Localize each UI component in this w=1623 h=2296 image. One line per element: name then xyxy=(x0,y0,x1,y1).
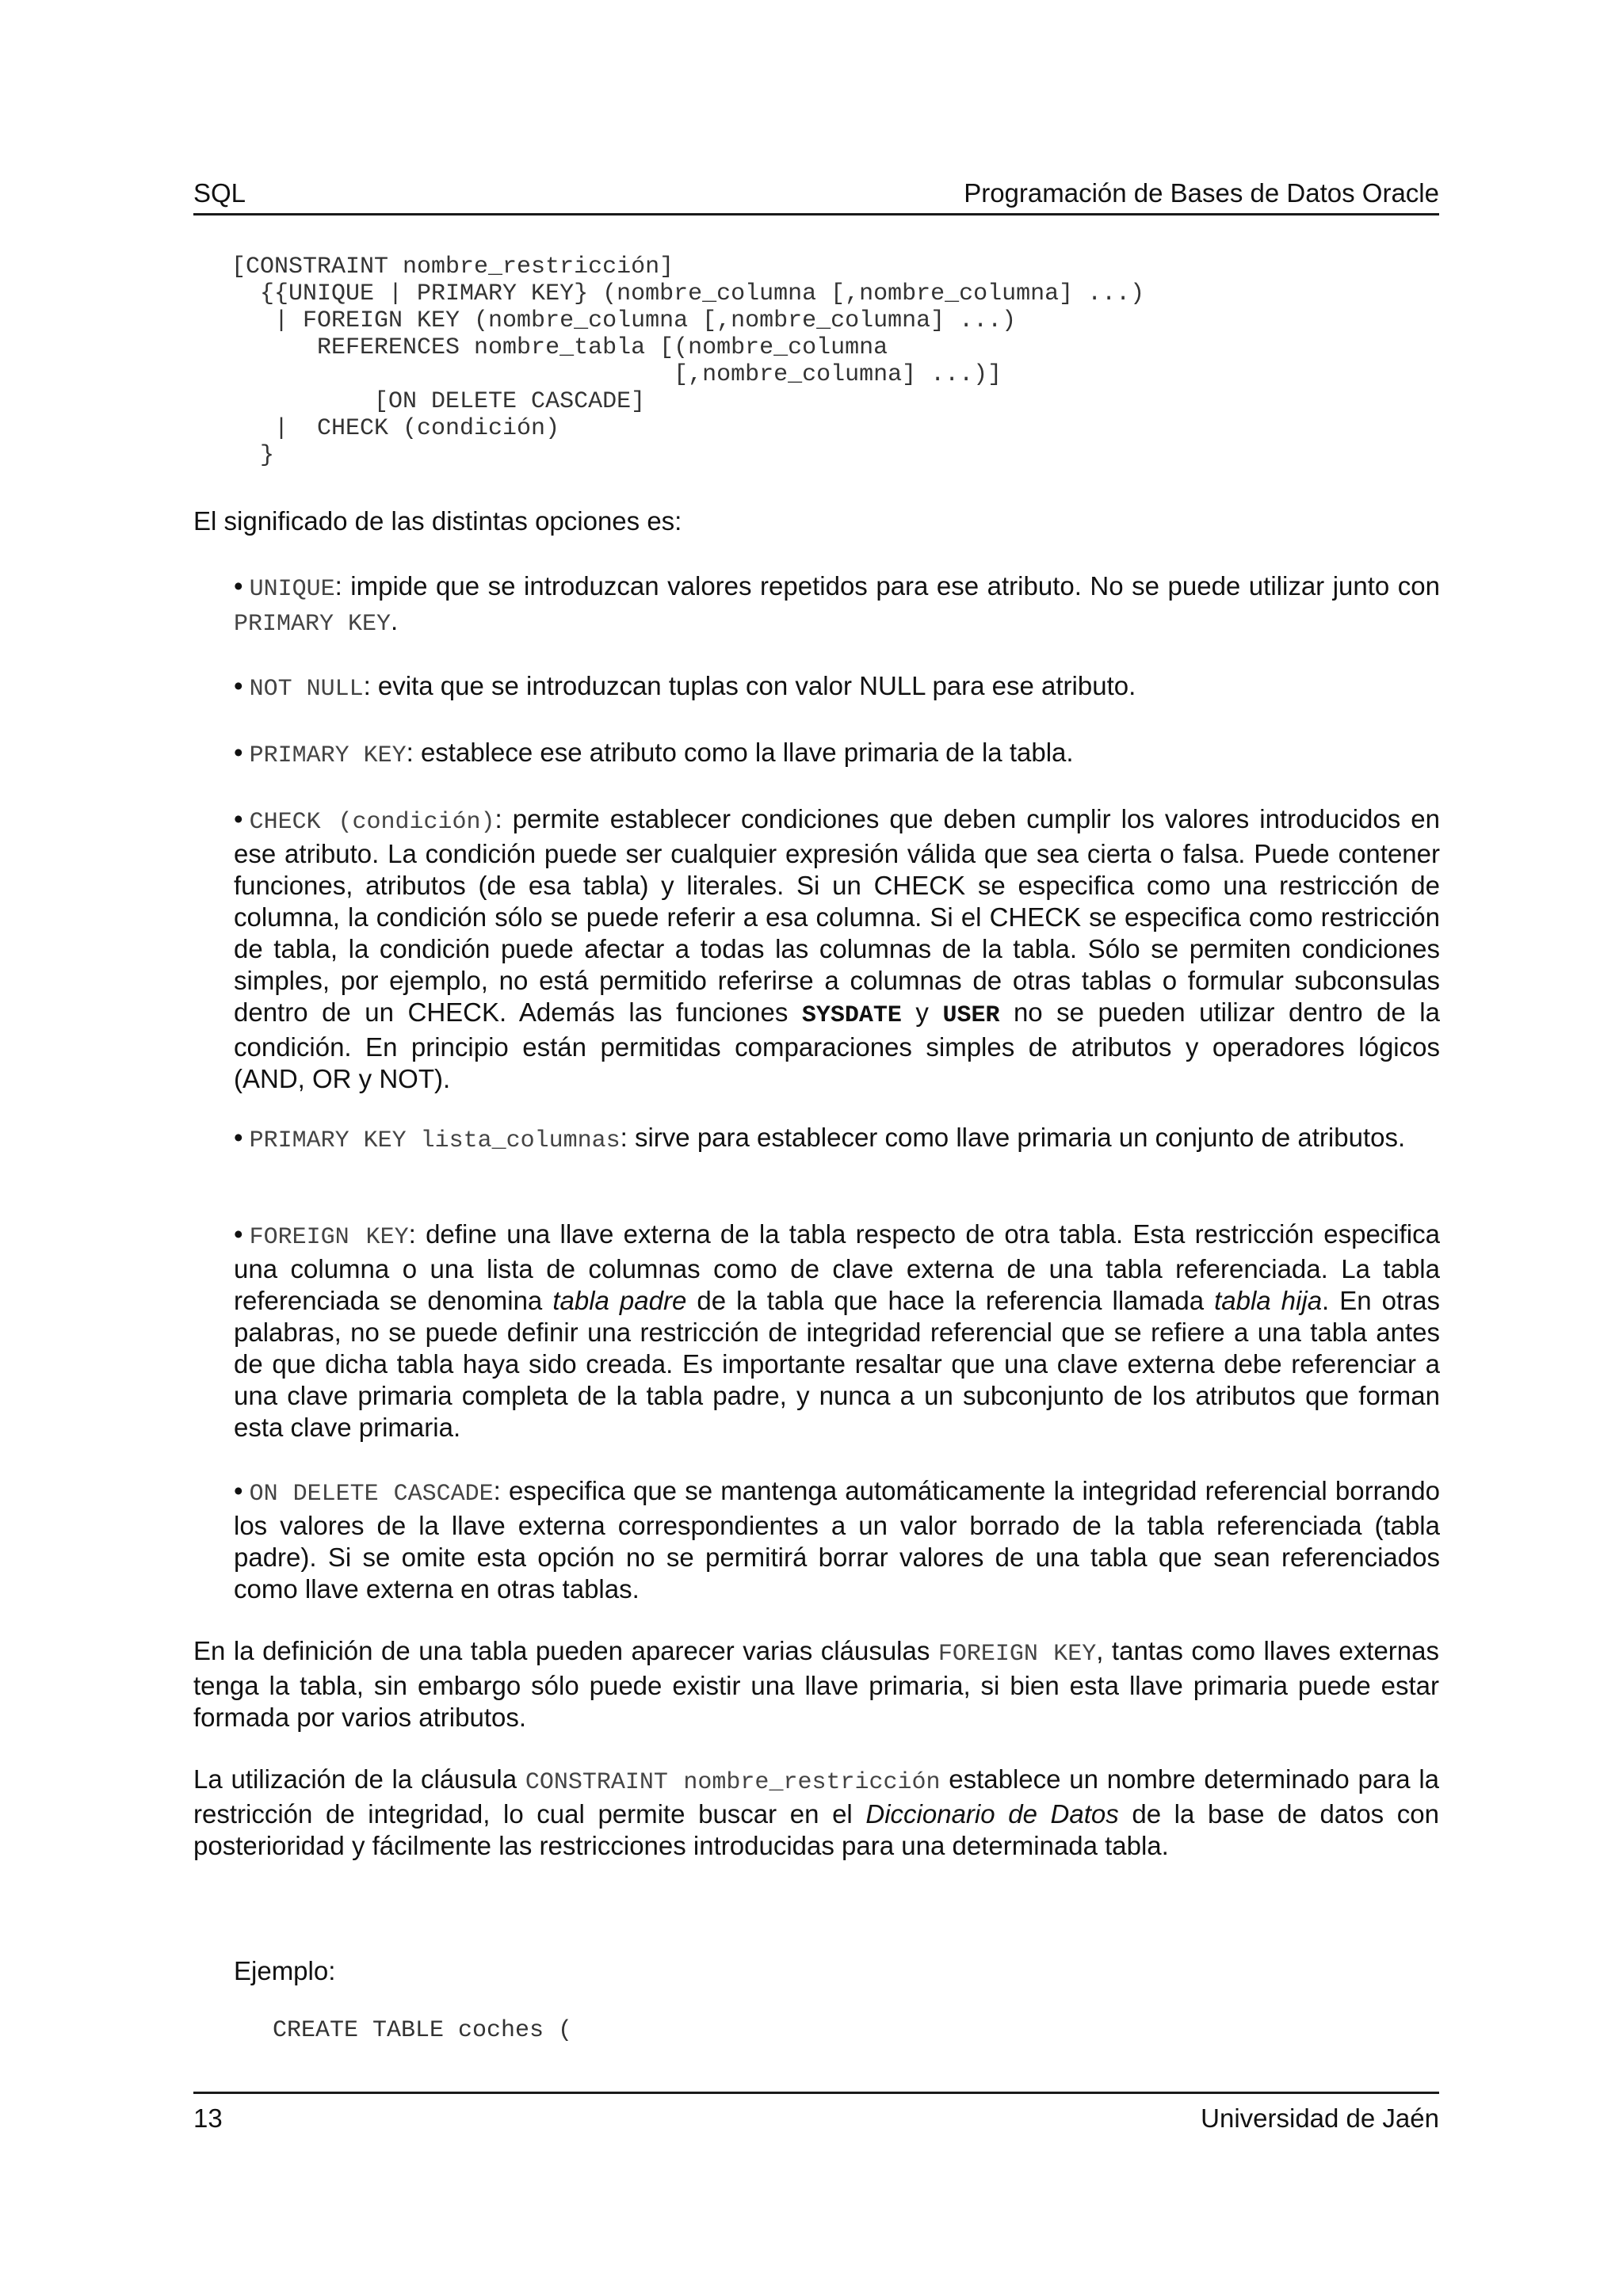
header-title: SQL xyxy=(193,178,246,208)
keyword-sysdate: SYSDATE xyxy=(801,1002,902,1029)
footer-university: Universidad de Jaén xyxy=(1201,2103,1439,2133)
paragraph-foreign-key-pre: En la definición de una tabla pueden aparecer varias cláusulas xyxy=(193,1636,938,1665)
bullet-check-text: : permite establecer condiciones que deben cumplir los valores introducidos en ese atributo. La condición puede ser cualquier expresión válida que sea cierta o falsa. Puede contener funciones, atributos (de esa tabla) y literales. Si un CHECK se especifica como una restricción de columna, la condición sólo se puede referir a esa columna. Si el CHECK se especifica como restricción de tabla, la condición puede afectar a todas las columnas de la tabla. Sólo se permiten condiciones simples, por ejemplo, no está permitido referirse a columnas de otras tablas o formular subconsulas dentro de un CHECK. Además las funciones xyxy=(234,804,1440,1027)
term-constraint: CONSTRAINT nombre_restricción xyxy=(525,1769,941,1796)
term-not-null: NOT NULL xyxy=(249,676,364,703)
bullet-check-mid: y xyxy=(901,997,943,1027)
syntax-code-block: [CONSTRAINT nombre_restricción] {{UNIQUE | PRIMARY KEY} (nombre_columna [,nombre_columna] ...) | FOREIGN KEY (nombre_columna [,nombre_columna] ...) REFERENCES nombre_tabla [(nombre_columna [,nombre_columna] ...)] [ON DELETE CASCADE] | CHECK (condición) } xyxy=(231,254,1145,469)
intro-paragraph: El significado de las distintas opciones es: xyxy=(193,506,682,536)
header-subtitle: Programación de Bases de Datos Oracle xyxy=(964,178,1439,208)
example-label: Ejemplo: xyxy=(234,1956,336,1985)
bullet-unique: • UNIQUE: impide que se introduzcan valores repetidos para ese atributo. No se puede utilizar junto con PRIMARY KEY. xyxy=(234,571,1440,638)
term-primary-key: PRIMARY KEY xyxy=(234,611,391,638)
page-number: 13 xyxy=(193,2103,223,2133)
bullet-foreign-key-mid: de la tabla que hace la referencia llamada xyxy=(686,1286,1215,1315)
paragraph-foreign-key xyxy=(193,1635,1439,1733)
bullet-not-null: • NOT NULL: evita que se introduzcan tuplas con valor NULL para ese atributo. xyxy=(234,671,1136,703)
paragraph-constraint-mid: establece un nombre determinado para la restricción de integridad, lo cual permite buscar en el xyxy=(193,1764,1440,1829)
term-unique: UNIQUE xyxy=(249,576,335,603)
bullet-check-end: no se pueden utilizar dentro de la condición. En principio están permitidas comparaciones simples de atributos y operadores lógicos (AND, OR y NOT). xyxy=(234,997,1440,1093)
bullet-primary-key-text: : establece ese atributo como la llave primaria de la tabla. xyxy=(406,738,1074,767)
italic-tabla-padre: tabla padre xyxy=(552,1286,687,1315)
term-foreign-key-2: FOREIGN KEY xyxy=(938,1641,1097,1668)
italic-diccionario-de-datos: Diccionario de Datos xyxy=(865,1799,1119,1829)
bullet-not-null-text: : evita que se introduzcan tuplas con valor NULL para ese atributo. xyxy=(363,671,1136,700)
term-primary-key-list: PRIMARY KEY lista_columnas xyxy=(249,1127,621,1154)
term-primary-key-2: PRIMARY KEY xyxy=(249,742,407,769)
italic-tabla-hija: tabla hija xyxy=(1214,1286,1323,1315)
term-on-delete-cascade: ON DELETE CASCADE xyxy=(249,1481,494,1508)
paragraph-constraint xyxy=(193,1764,1439,1862)
bullet-foreign-key: • FOREIGN KEY: define una llave externa de la tabla respecto de otra tabla. Esta restricción especifica una columna o una lista de columnas como de clave externa de una tabla referenciada. La tabla referenciada se denomina tabla padre de la tabla que hace la referencia llamada tabla hija. En otras palabras, no se puede definir una restricción de integridad referencial que se refiere a una tabla antes de que dicha tabla haya sido creada. Es importante resaltar que una clave externa debe referenciar a una clave primaria completa de la tabla padre, y nunca a un subconjunto de los atributos que forman esta clave primaria. xyxy=(234,1219,1440,1442)
bullet-primary-key-list-text: : sirve para establecer como llave primaria un conjunto de atributos. xyxy=(620,1123,1406,1152)
bullet-primary-key-list: • PRIMARY KEY lista_columnas: sirve para establecer como llave primaria un conjunto de atributos. xyxy=(234,1123,1406,1154)
bullet-foreign-key-text: : define una llave externa de la tabla respecto de otra tabla. Esta restricción especifica una columna o una lista de columnas como de clave externa de una tabla referenciada. La tabla referenciada se denomina xyxy=(234,1219,1440,1315)
header-rule xyxy=(193,213,1439,215)
footer-rule xyxy=(193,2092,1439,2094)
bullet-unique-end: . xyxy=(391,606,399,635)
bullet-check: • CHECK (condición): permite establecer condiciones que deben cumplir los valores introducidos en ese atributo. La condición puede ser cualquier expresión válida que sea cierta o falsa. Puede contener funciones, atributos (de esa tabla) y literales. Si un CHECK se especifica como una restricción de columna, la condición sólo se puede referir a esa columna. Si el CHECK se especifica como restricción de tabla, la condición puede afectar a todas las columnas de la tabla. Sólo se permiten condiciones simples, por ejemplo, no está permitido referirse a columnas de otras tablas o formular subconsulas dentro de un CHECK. Además las funciones SYSDATE y USER no se pueden utilizar dentro de la condición. En principio están permitidas comparaciones simples de atributos y operadores lógicos (AND, OR y NOT). xyxy=(234,804,1440,1093)
bullet-on-delete-cascade: • ON DELETE CASCADE: especifica que se mantenga automáticamente la integridad referencial borrando los valores de la llave externa correspondientes a un valor borrado de la tabla referenciada (tabla padre). Si se omite esta opción no se permitirá borrar valores de una tabla que sean referenciados como llave externa en otras tablas. xyxy=(234,1476,1440,1604)
term-foreign-key: FOREIGN KEY xyxy=(249,1224,409,1251)
term-check: CHECK (condición) xyxy=(249,809,495,836)
paragraph-constraint-post: de la base de datos con posterioridad y fácilmente las restricciones introducidas para una determinada tabla. xyxy=(193,1799,1439,1860)
paragraph-constraint-pre: La utilización de la cláusula xyxy=(193,1764,525,1794)
bullet-primary-key: • PRIMARY KEY: establece ese atributo como la llave primaria de la tabla. xyxy=(234,738,1074,769)
keyword-user: USER xyxy=(942,1002,1000,1029)
bullet-on-delete-cascade-text: : especifica que se mantenga automáticamente la integridad referencial borrando los valores de la llave externa correspondientes a un valor borrado de la tabla referenciada (tabla padre). Si se omite esta opción no se permitirá borrar valores de una tabla que sean referenciados como llave externa en otras tablas. xyxy=(234,1476,1440,1604)
bullet-foreign-key-end: . En otras palabras, no se puede definir una restricción de integridad referencial que se refiere a una tabla antes de que dicha tabla haya sido creada. Es importante resaltar que una clave externa debe referenciar a una clave primaria completa de la tabla padre, y nunca a un subconjunto de los atributos que forman esta clave primaria. xyxy=(234,1286,1440,1442)
bullet-unique-text: : impide que se introduzcan valores repetidos para ese atributo. No se puede utilizar junto con xyxy=(334,571,1440,601)
paragraph-foreign-key-post: , tantas como llaves externas tenga la tabla, sin embargo sólo puede existir una llave primaria, si bien esta llave primaria puede estar formada por varios atributos. xyxy=(193,1636,1439,1732)
example-code: CREATE TABLE coches ( xyxy=(273,2017,573,2044)
